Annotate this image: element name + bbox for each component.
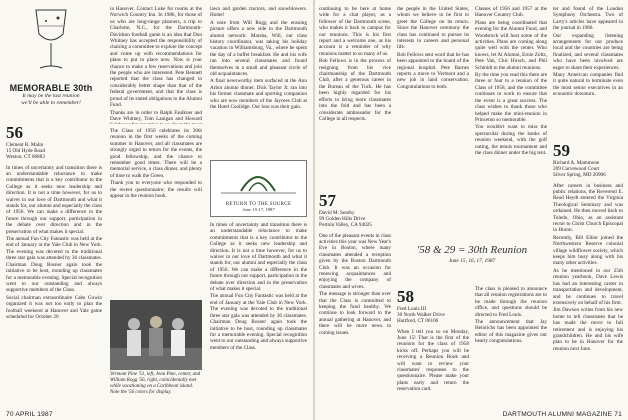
secretary-city: Weston, CT 06883 xyxy=(6,154,45,161)
people-photo-image xyxy=(110,300,202,370)
paragraph: Thanks are in order to Ralph Faulkner and Dave Whitney, Tom Lanigan and Howard xyxy=(110,109,202,122)
memorable-subtitle-1: It may be the last reunion xyxy=(22,93,80,99)
class-number-56: 56 xyxy=(6,123,23,142)
right-page xyxy=(315,0,628,420)
memorable-subtitle-2: we'll be able to remember! xyxy=(21,99,81,106)
memorable-title: MEMORABLE 30th xyxy=(9,83,93,93)
paragraph: Bob Fellows is in the process of resigning from his vice chairmanship of the Dartmouth Club, after a generous career in the Bureau of the Tuck. He has been highly regarded for his efforts to bring more classmates into the fold and has been a considerate ambassador for the College in all respects. xyxy=(319,58,391,122)
right-col3 xyxy=(475,6,547,240)
secretary-name: Clement R. Malin xyxy=(6,142,44,148)
paragraph: Classes of 1956 and 1957 at the Hanover Country Club. xyxy=(475,6,547,19)
wine-glass-illustration xyxy=(28,6,74,76)
right-col2-class58 xyxy=(397,286,469,408)
paragraph: the people in the United States, whom we believe to be first to greet the College on its return. Since the Hanover ceremony the class has continued to pursue its interests in careers and personal life. xyxy=(397,6,469,51)
paragraph: A final newsworthy item surfaced at the Ann Arbor alumni dinner. Dick Taylor Jr. ran into his former classmate and sporting companion who are now members of the Jaycees Club at the Hotel Coolidge. Our loss was their gain. xyxy=(210,78,307,111)
paragraph: When I tell you so on Monday, June 15! That is the first of the reunions for the class of 1958 kicks off. Perhaps you will be receiving a Reunion Book and will want to review your classmates' responses to the questionnaire. Please make your plans early and return the reservation card. xyxy=(397,328,469,393)
paragraph: As he mentioned in our 25th reunion yearbook, Dave Lewis has had an interesting career in transportation and development, and he continues to travel extensively on behalf of his firm. xyxy=(553,267,623,306)
paragraph: The message is stronger than ever that the Class is committed to keeping the fund healthy. We continue to look forward to the annual gathering at Hanover, and there will be more news in coming issues. xyxy=(319,291,391,336)
paragraph: Plans are being coordinated that evening for the Alumni Fund, and Woodstock will host some of the activities. Plans are coming along quite well with the center. Who knows, let Al Alumni, Ernie Zoltz, Pete Van, Chic Hirsch, and Phil Schmidt to the alumni reunions. xyxy=(475,19,547,71)
right-col4-class59 xyxy=(553,140,623,408)
paragraph: Thank you to everyone who responded to the recent questionnaire; the results will appear in the reunion book. xyxy=(110,180,202,200)
paragraph: continuing to be here at home wide for a chat player, as a follower of the Dartmouth scene, who makes it back to campus for our reunions. This is his first report and a welcome one, as his account is a reminder of why reunions matter to so many of us. xyxy=(319,6,391,57)
right-col2-top xyxy=(397,6,469,236)
paragraph: Many American companies find it quite natural to terminate even the most senior executives in an economic downturn. xyxy=(553,72,623,98)
secretary-street: 15 Old Hyde Road xyxy=(6,148,46,155)
paragraph: Our expanding listening arrangements for our produce local and the countries are being finalized, and several classmates who have been involved are eager to share their experiences. xyxy=(553,32,623,71)
secretary-city: Hartford, CT 06106 xyxy=(397,318,439,325)
class-number-57: 57 xyxy=(319,191,336,210)
logo-caption: RETURN TO THE SOURCE xyxy=(225,202,292,207)
reunion-logo xyxy=(210,160,307,217)
memorable-30th-ad xyxy=(6,6,96,106)
left-col2 xyxy=(210,6,307,156)
paragraph: In times of uncertainty and transition there is an understandable reluctance to make commitments that is a key contributor to the College as it seeks new leadership and direction. It is not a time however, for us to waiver in our love of Dartmouth and what it stands for, our alumni and especially the class of 1956. We can make a difference in the future through our support, participation in the debate over direction and in the preservation of what makes it special. xyxy=(210,222,307,293)
paragraph: Recently, Bill Elliot joined the Northwestern Reserve colonial village wildflower society, which keeps him busy along with his many other activities. xyxy=(553,234,623,267)
paragraph: By the time you read this there are three or four to a reunion of the Class of 1958, and the committee continues to work to ensure that the event is a great success. The class wishes to thank those who helped make the mini-reunion in Princeton so memorable. xyxy=(475,72,547,123)
paragraph: One of the pleasant events in class activities this year was New Year's Eve in Boston, where many classmates attended a reception given by the Boston Dartmouth Club. It was an occasion for renewing acquaintances and enjoying the company of classmates and wives. xyxy=(319,232,391,290)
photo-caption: Vermont Pine '51, left, Jean Pine, center, and William Rogg '56, right, coincidentally met while vacationing on a Caribbean island. Note the '56 colors for display. xyxy=(110,372,201,395)
paragraph: The annual Fun City Fantastic was held at the end of January at the Yale Club in New York. The evening was devoted to the traditional three star gala was attended by 36 classmates. Chairman Doug Rosner again took the initiative to be host, rounding up classmates for a memorable evening. Special recognition went to our outstanding and always supportive members of the Class. xyxy=(210,293,307,351)
paragraph: lawn and garden tractors, and snowblowers. Home! xyxy=(210,6,307,19)
left-col3 xyxy=(210,222,307,408)
reunion-banner xyxy=(397,244,547,282)
right-col1-class57 xyxy=(319,190,391,408)
secretary-name: Fred Louis III xyxy=(397,306,427,312)
right-col4-top xyxy=(553,6,623,136)
class-secretary-address xyxy=(397,306,469,325)
paragraph: The class is pleased to announce that all reunion registrations are to be made through the reunion office, and questions should be directed to Fred Louis. xyxy=(475,286,547,318)
class-secretary-address xyxy=(319,210,391,229)
page-folio-right: DARTMOUTH ALUMNI MAGAZINE 71 xyxy=(502,411,622,418)
paragraph: The annual Fun City Fantastic was held at the end of January at the Yale Club in New York. The evening was devoted to the traditional three star gala was attended by 36 classmates. Chairman Doug Rosner again took the initiative to be host, rounding up classmates for a memorable evening. Special recognition went to our outstanding and always supportive members of the Class. xyxy=(6,236,102,294)
paragraph: ter and found of the Loudon Symphony Orchestra. Two of Larry's articles have appeared in the journal in 1986. xyxy=(553,6,623,32)
paragraph: After careers in business and public relations, the Reverend E. Read Heydt entered the Virginia Theological Seminary and was ordained. He then moved back to Toledo, Ohio, as an assistant rector to Christ Church Episcopal in Huron. xyxy=(553,182,623,234)
page-folio-left: 70 APRIL 1987 xyxy=(6,411,53,418)
paragraph: The Class of 1956 celebrates its 30th reunion in the first weeks of the coming summer in Hanover, and all classmates are strongly urged to return for the events, the good fellowship, and the chance to remember good times. There will be a memorial service, a class dinner, and plenty of time to walk the Green. xyxy=(110,128,202,179)
secretary-name: David M. Searby xyxy=(319,210,355,216)
paragraph: Jim Dawson writes from his new home to tell classmates that he has made the move to full retirement and is enjoying his grandchildren. He and his wife plan to be in Hanover for the reunion next June. xyxy=(553,307,623,352)
left-col1-class56 xyxy=(6,122,102,407)
class-secretary-address xyxy=(553,160,623,179)
paragraph: In times of uncertainty and transition there is an understandable reluctance to make commitments that is a key contributor to the College as it seeks new leadership and direction. It is not a time however, for us to waiver in our love of Dartmouth and what it stands for, our alumni and especially the class of 1956. We can make a difference in the future through our support, participation in the debate over direction and in the preservation of what makes it special. xyxy=(6,164,102,235)
paragraph: The announcement that Jay Heinrichs has been appointed the editor of this magazine gives our hearty congratulations. xyxy=(475,319,547,345)
class-secretary-address xyxy=(6,142,102,161)
left-col1-top xyxy=(110,6,202,124)
secretary-city: Portola Valley, CA 94025 xyxy=(319,222,372,229)
paragraph: You wouldn't want to miss the spectacular during the banks of reunion weekend, with the golf outing, the tennis tournament and the class dinner under the big tent. xyxy=(475,124,547,156)
return-to-source-logo-icon xyxy=(211,161,306,197)
class-number-58: 58 xyxy=(397,287,414,306)
right-col1-top xyxy=(319,6,391,186)
secretary-street: 209 Curvewood Court xyxy=(553,166,600,173)
class-number-59: 59 xyxy=(553,141,570,160)
left-page xyxy=(0,0,313,420)
logo-date: June 15-17, 1987 xyxy=(242,207,275,212)
secretary-street: 99 Golden Hills Drive xyxy=(319,216,366,223)
reunion-banner-title: '58 & 29 = 30th Reunion xyxy=(416,244,528,256)
reunion-banner-dates: June 15, 16, 17, 1987 xyxy=(448,258,496,264)
vacation-photo xyxy=(110,300,202,370)
secretary-name: Richard A. Mammone xyxy=(553,160,600,166)
paragraph: Bob Fellows sent word that he has been appointed to the board of the regional hospital. Pete Barnes reports a move to Vermont and a new job in land conservation. Congratulations to both. xyxy=(397,51,469,90)
secretary-street: 30 North Walker Drive xyxy=(397,312,445,319)
paragraph: A note from Will Rogg and the ensuing picture offers a new side to the Dartmouth alumni network: Marsha, Will, our class history coordinator, was taking his holiday vacation in Williamsburg, Va., where he spent the day of a buffet breakfast. He and his wife ran into several classmates and found themselves in a small and pleasant circle of old acquaintances. xyxy=(210,19,307,78)
right-col3-bottom xyxy=(475,286,547,408)
paragraph: in Hanover. Contact Luke for rooms at the Norwich Country Inn. In 1986, for those of us who are long-range planners, a trip to Charlotte, N.C., for the Dartmouth-Davidson football game is an idea that Don Whitney has accepted the responsibility of chairing a committee to explore the concept and come up with recommendations for plans to put in place now. Now is your chance to make a few reservations and join the people who are interested. Pete Bennett reported that the class has changed in considerably better shape than that of the federal government, and that the class is proud of its stated obligations to the Alumni Fund. xyxy=(110,6,202,109)
paragraph: Social chairman extraordinaire Cabe Gowin organized it was not too early to plan the football weekend at Hanover and Yale game scheduled for October 20 xyxy=(6,294,102,320)
secretary-city: Silver Spring, MD 20906 xyxy=(553,172,606,179)
